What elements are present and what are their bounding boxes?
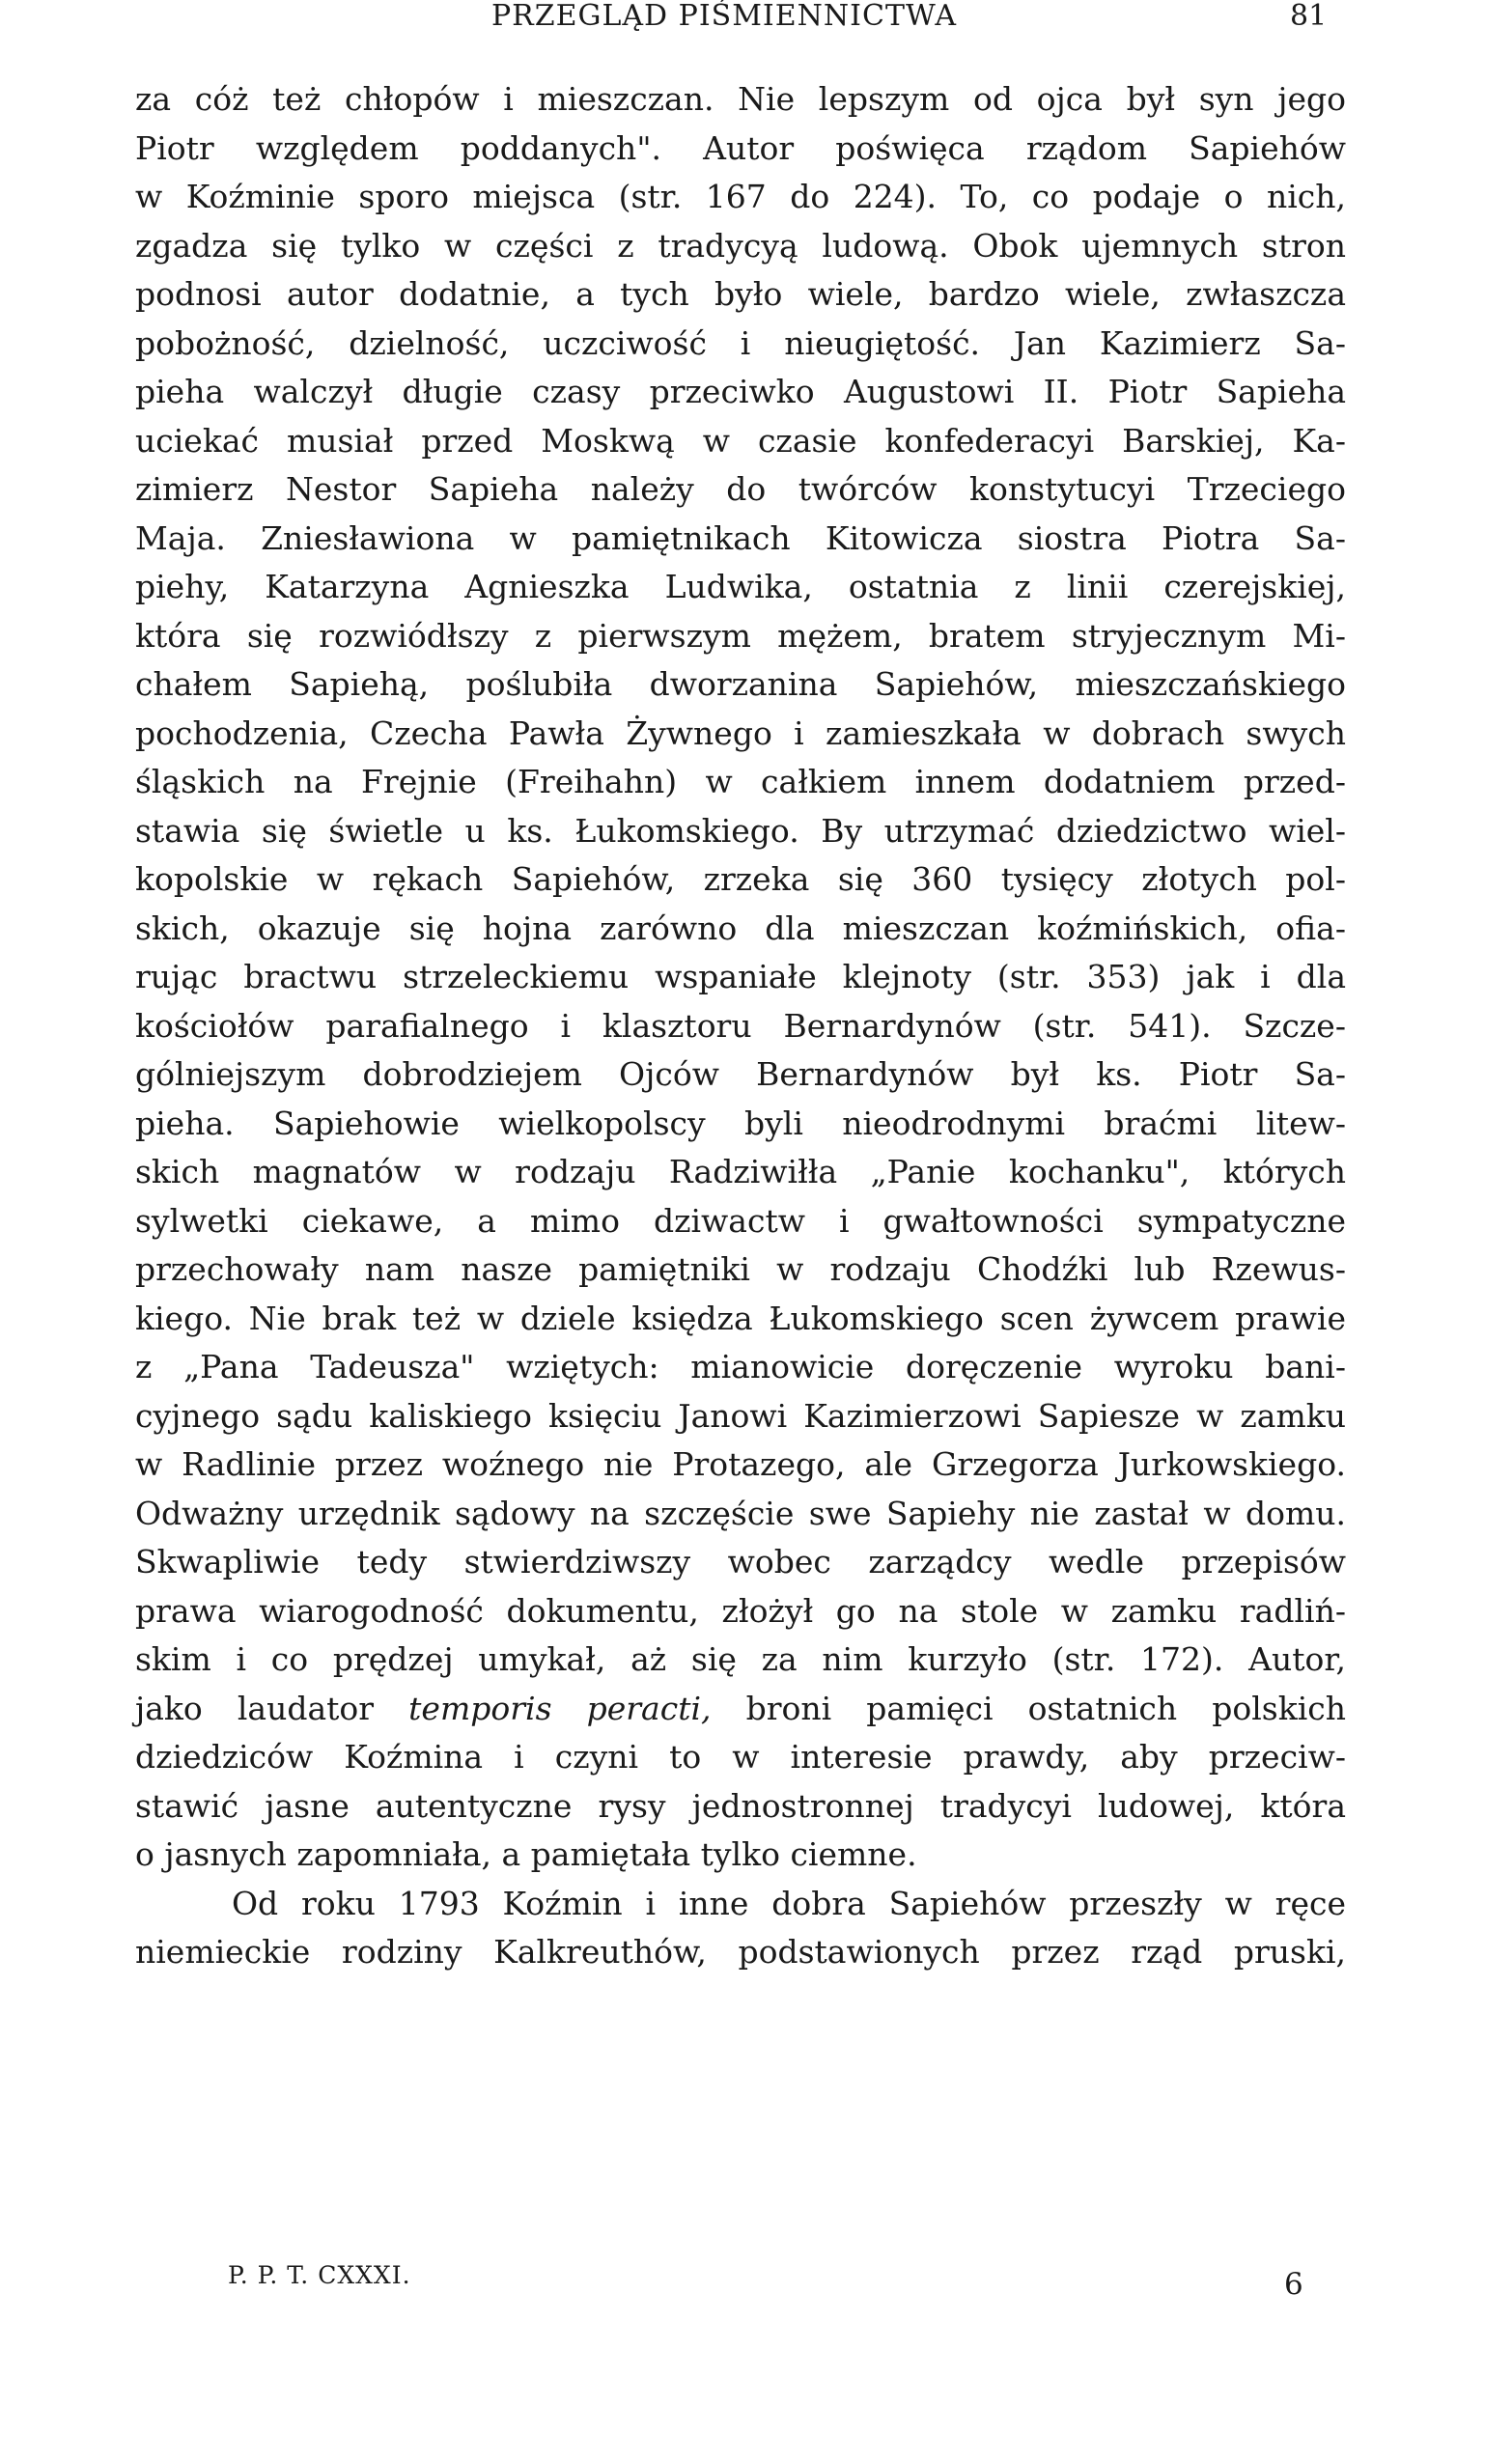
text-line: kiego. Nie brak też w dziele księdza Łukomskiego scen żywcem prawie [135, 1299, 1346, 1337]
paragraph-end-line: o jasnych zapomniała, a pamiętała tylko ciemne. [135, 1835, 917, 1873]
text-fragment: jako laudator [135, 1689, 409, 1727]
text-line: Piotr względem poddanych". Autor poświęca rządom Sapiehów [135, 128, 1346, 167]
text-line: dziedziców Koźmina i czyni to w interesie prawdy, aby przeciw- [135, 1738, 1346, 1776]
text-line: pieha. Sapiehowie wielkopolscy byli nieodrodnymi braćmi litew- [135, 1104, 1346, 1142]
text-fragment: broni pamięci ostatnich polskich [711, 1689, 1347, 1727]
text-line: Skwapliwie tedy stwierdziwszy wobec zarządcy wedle przepisów [135, 1543, 1346, 1581]
text-line: skich magnatów w rodzaju Radziwiłła „Panie kochanku", których [135, 1153, 1346, 1190]
text-line: śląskich na Frejnie (Freihahn) w całkiem innem dodatniem przed- [135, 763, 1346, 800]
text-line: kopolskie w rękach Sapiehów, zrzeka się 360 tysięcy złotych pol- [135, 860, 1346, 898]
text-line: z „Pana Tadeusza" wziętych: mianowicie doręczenie wyroku bani- [135, 1348, 1346, 1385]
text-line: niemieckie rodziny Kalkreuthów, podstawionych przez rząd pruski, [135, 1933, 1346, 1971]
body-text [135, 75, 1346, 1977]
text-line: podnosi autor dodatnie, a tych było wiele, bardzo wiele, zwłaszcza [135, 275, 1346, 313]
text-line: sylwetki ciekawe, a mimo dziwactw i gwałtowności sympatyczne [135, 1201, 1346, 1240]
footer-sheet-number: 6 [1284, 2267, 1303, 2302]
text-line: skim i co prędzej umykał, aż się za nim kurzyło (str. 172). Autor, [135, 1640, 1346, 1678]
text-line: pieha walczył długie czasy przeciwko Augustowi II. Piotr Sapieha [135, 373, 1346, 410]
text-line-latin [135, 1685, 1346, 1734]
header-title: PRZEGLĄD PIŚMIENNICTWA [490, 0, 958, 33]
text-line: w Koźminie sporo miejsca (str. 167 do 224). To, co podaje o nich, [135, 178, 1346, 215]
text-line: pochodzenia, Czecha Pawła Żywnego i zamieszkała w dobrach swych [135, 713, 1346, 752]
text-line: gólniejszym dobrodziejem Ojców Bernardynów był ks. Piotr Sa- [135, 1055, 1346, 1093]
text-line: chałem Sapiehą, poślubiła dworzanina Sapiehów, mieszczańskiego [135, 665, 1346, 703]
text-line: Odważny urzędnik sądowy na szczęście swe Sapiehy nie zastał w domu. [135, 1494, 1346, 1532]
page-number: 81 [1290, 0, 1328, 33]
text-line: pobożność, dzielność, uczciwość i nieugiętość. Jan Kazimierz Sa- [135, 323, 1346, 362]
text-line: zgadza się tylko w części z tradycyą ludową. Obok ujemnych stron [135, 226, 1346, 265]
text-line: rując bractwu strzeleckiemu wspaniałe klejnoty (str. 353) jak i dla [135, 958, 1346, 995]
text-line: skich, okazuje się hojna zarówno dla mieszczan koźmińskich, ofia- [135, 909, 1346, 947]
text-line: za cóż też chłopów i mieszczan. Nie lepszym od ojca był syn jego [135, 80, 1346, 118]
latin-phrase: temporis peracti, [408, 1689, 712, 1727]
text-line: piehy, Katarzyna Agnieszka Ludwika, ostatnia z linii czerejskiej, [135, 568, 1346, 605]
text-line: cyjnego sądu kaliskiego księciu Janowi Kazimierzowi Sapiesze w zamku [135, 1396, 1346, 1435]
paragraph-start-line: Od roku 1793 Koźmin i inne dobra Sapiehów przeszły w ręce [232, 1884, 1346, 1922]
text-line: prawa wiarogodność dokumentu, złożył go na stole w zamku radliń- [135, 1591, 1346, 1630]
text-line: kościołów parafialnego i klasztoru Bernardynów (str. 541). Szcze- [135, 1006, 1346, 1045]
text-line: uciekać musiał przed Moskwą w czasie konfederacyi Barskiej, Ka- [135, 421, 1346, 460]
text-line: zimierz Nestor Sapieha należy do twórców konstytucyi Trzeciego [135, 470, 1346, 508]
footer-signature: P. P. T. CXXXI. [228, 2261, 411, 2289]
text-line: stawić jasne autentyczne rysy jednostronnej tradycyi ludowej, która [135, 1786, 1346, 1825]
text-line: stawia się świetle u ks. Łukomskiego. By utrzymać dziedzictwo wiel- [135, 811, 1346, 850]
text-line: przechowały nam nasze pamiętniki w rodzaju Chodźki lub Rzewus- [135, 1250, 1346, 1288]
text-line: która się rozwiódłszy z pierwszym mężem, bratem stryjecznym Mi- [135, 616, 1346, 655]
text-line: w Radlinie przez woźnego nie Protazego, ale Grzegorza Jurkowskiego. [135, 1445, 1346, 1483]
text-line: Maja. Zniesławiona w pamiętnikach Kitowicza siostra Piotra Sa- [135, 518, 1346, 557]
